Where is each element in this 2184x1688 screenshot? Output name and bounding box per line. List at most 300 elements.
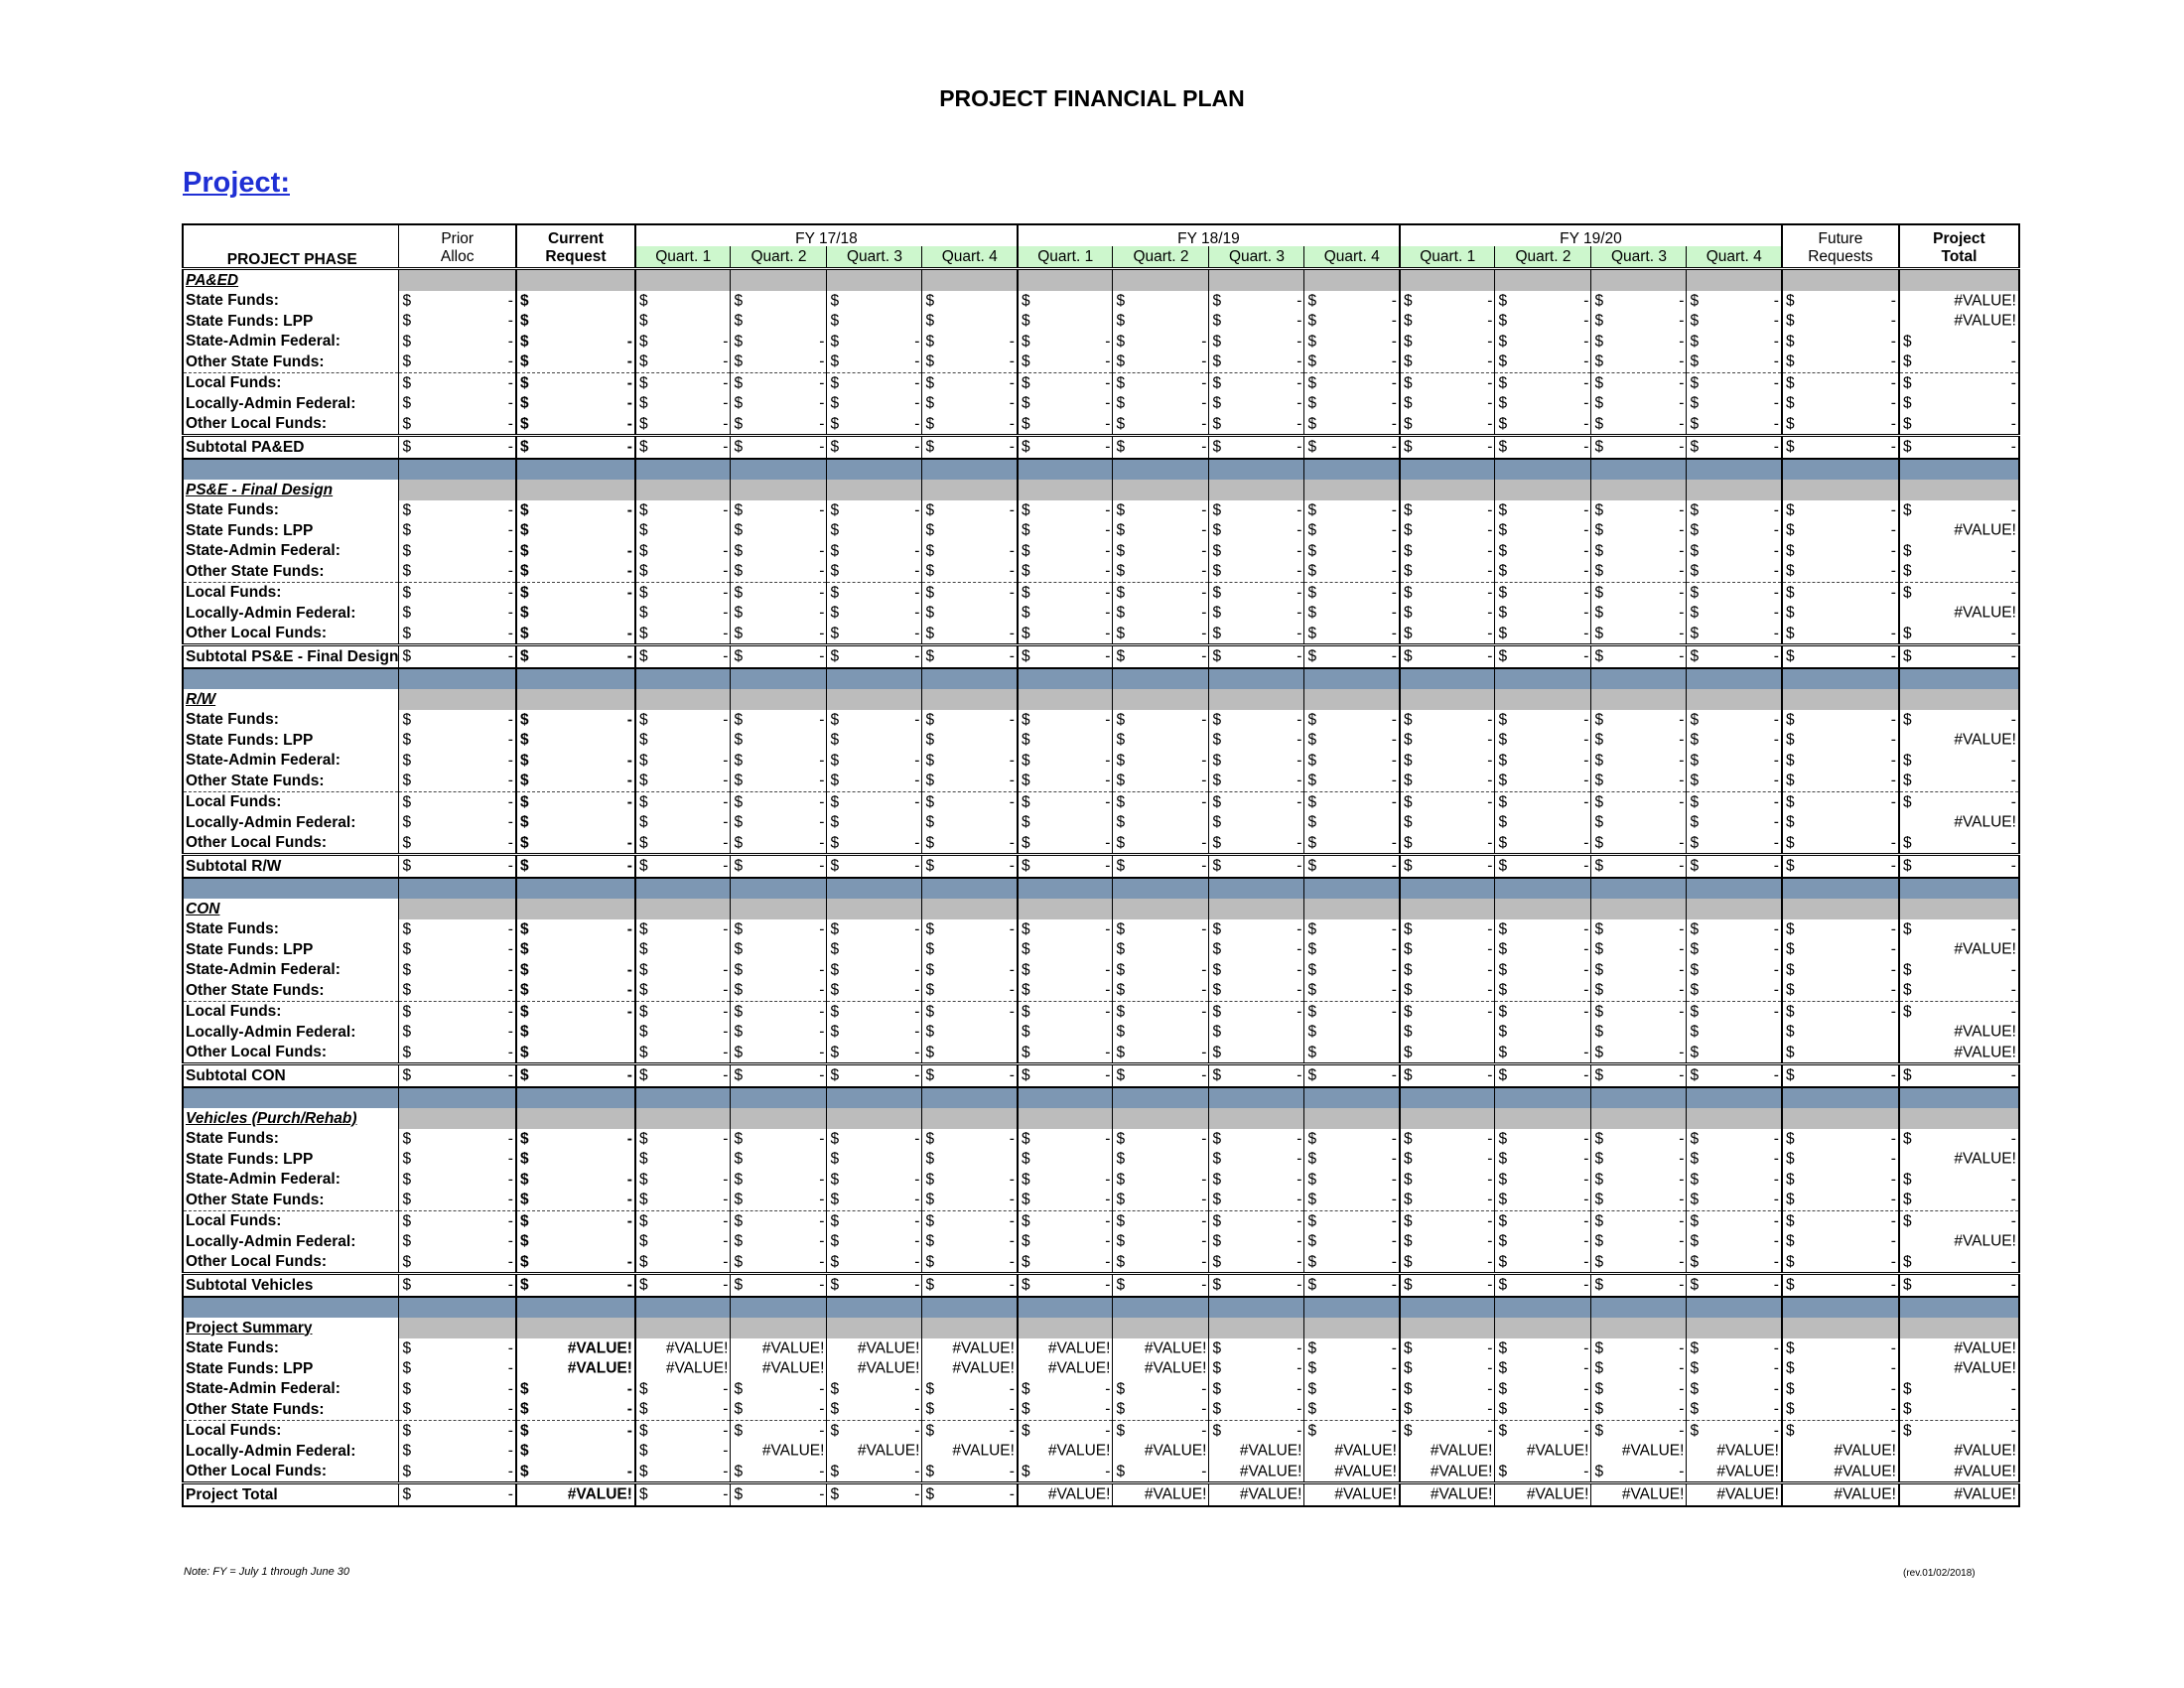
value-cell bbox=[1495, 1441, 1591, 1462]
value-cell bbox=[922, 1462, 1018, 1483]
amount: - bbox=[1890, 981, 1896, 999]
currency-symbol: $ bbox=[1403, 793, 1413, 810]
value-cell bbox=[1782, 1129, 1899, 1150]
amount: - bbox=[1583, 352, 1589, 370]
amount: - bbox=[2010, 1003, 2016, 1020]
amount: - bbox=[1679, 374, 1685, 391]
amount: - bbox=[1583, 711, 1589, 728]
currency-symbol: $ bbox=[1785, 1276, 1795, 1294]
amount: - bbox=[1105, 333, 1111, 350]
currency-symbol: $ bbox=[734, 292, 744, 309]
currency-symbol: $ bbox=[1785, 752, 1795, 769]
currency-symbol: $ bbox=[1594, 1130, 1604, 1147]
currency-symbol: $ bbox=[1307, 312, 1317, 330]
currency-symbol: $ bbox=[638, 438, 648, 456]
amount: - bbox=[1201, 1400, 1207, 1418]
separator-cell bbox=[1782, 1297, 1899, 1319]
currency-symbol: $ bbox=[1021, 1380, 1030, 1397]
currency-symbol: $ bbox=[402, 752, 412, 769]
amount: - bbox=[1890, 1130, 1896, 1147]
value-cell bbox=[516, 771, 635, 791]
amount: #VALUE! bbox=[1239, 1463, 1302, 1479]
value-cell bbox=[635, 291, 731, 312]
value-cell bbox=[922, 291, 1018, 312]
value-cell bbox=[399, 1274, 516, 1297]
currency-symbol: $ bbox=[1021, 292, 1030, 309]
value-cell bbox=[922, 500, 1018, 521]
currency-symbol: $ bbox=[925, 584, 935, 601]
separator-cell bbox=[516, 878, 635, 900]
separator-cell bbox=[1899, 459, 2019, 481]
amount: - bbox=[914, 1380, 920, 1397]
value-cell bbox=[1304, 939, 1400, 960]
value-cell bbox=[922, 1441, 1018, 1462]
amount: #VALUE! bbox=[1954, 1044, 2016, 1060]
amount: - bbox=[1487, 752, 1493, 769]
value-cell bbox=[1018, 939, 1113, 960]
currency-symbol: $ bbox=[1403, 374, 1413, 391]
amount: - bbox=[1009, 1066, 1015, 1084]
amount: - bbox=[1487, 1150, 1493, 1168]
currency-symbol: $ bbox=[1690, 1191, 1700, 1208]
table-row bbox=[183, 561, 2019, 582]
value-cell bbox=[635, 1064, 731, 1087]
project-label: Project: bbox=[183, 167, 290, 199]
amount: - bbox=[1583, 1253, 1589, 1270]
currency-symbol: $ bbox=[1594, 1191, 1604, 1208]
value-cell bbox=[399, 1001, 516, 1022]
value-cell bbox=[1899, 582, 2019, 603]
table-row bbox=[183, 603, 2019, 624]
value-cell bbox=[1400, 1379, 1495, 1400]
value-cell bbox=[1687, 603, 1782, 624]
currency-symbol: $ bbox=[402, 394, 412, 412]
value-cell bbox=[399, 393, 516, 414]
value-cell bbox=[922, 1129, 1018, 1150]
value-cell bbox=[1113, 603, 1209, 624]
value-cell bbox=[1782, 352, 1899, 372]
amount: - bbox=[507, 542, 513, 559]
currency-symbol: $ bbox=[1690, 1023, 1700, 1041]
value-cell bbox=[922, 939, 1018, 960]
value-cell bbox=[1304, 833, 1400, 855]
value-cell bbox=[922, 791, 1018, 812]
row-label: State Funds: bbox=[183, 710, 399, 731]
currency-symbol: $ bbox=[1785, 1191, 1795, 1208]
amount: - bbox=[507, 1044, 513, 1060]
value-cell bbox=[731, 1252, 827, 1274]
value-cell bbox=[1113, 1022, 1209, 1043]
amount: - bbox=[1487, 438, 1493, 456]
value-cell bbox=[1018, 311, 1113, 332]
value-cell bbox=[1400, 791, 1495, 812]
currency-symbol: $ bbox=[1116, 961, 1126, 978]
amount: - bbox=[914, 793, 920, 810]
amount: - bbox=[1201, 752, 1207, 769]
section-header-cell bbox=[1495, 1318, 1591, 1338]
table-row bbox=[183, 372, 2019, 393]
amount: - bbox=[1105, 647, 1111, 665]
amount: - bbox=[1583, 438, 1589, 456]
value-cell bbox=[1400, 311, 1495, 332]
amount: - bbox=[1487, 625, 1493, 641]
value-cell bbox=[1400, 1441, 1495, 1462]
amount: - bbox=[1679, 1044, 1685, 1060]
value-cell bbox=[1495, 1043, 1591, 1064]
value-cell bbox=[922, 603, 1018, 624]
value-cell bbox=[1400, 582, 1495, 603]
currency-symbol: $ bbox=[519, 1232, 529, 1250]
value-cell bbox=[399, 1483, 516, 1506]
amount: - bbox=[1487, 1232, 1493, 1250]
section-header-row bbox=[183, 689, 2019, 710]
currency-symbol: $ bbox=[1212, 1232, 1222, 1250]
section-header-cell bbox=[1782, 1108, 1899, 1129]
amount: - bbox=[1201, 352, 1207, 370]
amount: - bbox=[1679, 940, 1685, 958]
row-label: State-Admin Federal: bbox=[183, 541, 399, 562]
currency-symbol: $ bbox=[1498, 981, 1508, 999]
value-cell bbox=[1591, 393, 1687, 414]
value-cell bbox=[1687, 1462, 1782, 1483]
currency-symbol: $ bbox=[1116, 772, 1126, 789]
currency-symbol: $ bbox=[925, 1150, 935, 1168]
value-cell bbox=[1495, 352, 1591, 372]
currency-symbol: $ bbox=[1212, 1253, 1222, 1270]
value-cell bbox=[1304, 561, 1400, 582]
currency-symbol: $ bbox=[830, 1485, 840, 1503]
header-prior: Prior bbox=[399, 224, 516, 246]
currency-symbol: $ bbox=[1498, 857, 1508, 875]
currency-symbol: $ bbox=[1594, 731, 1604, 749]
currency-symbol: $ bbox=[519, 584, 529, 601]
value-cell bbox=[1591, 791, 1687, 812]
separator-cell bbox=[1209, 878, 1304, 900]
amount: - bbox=[1773, 1150, 1779, 1168]
amount: - bbox=[819, 1232, 825, 1250]
currency-symbol: $ bbox=[1307, 813, 1317, 831]
currency-symbol: $ bbox=[402, 415, 412, 432]
value-cell bbox=[1591, 603, 1687, 624]
value-cell bbox=[731, 372, 827, 393]
section-title: CON bbox=[183, 899, 399, 919]
separator-cell bbox=[1018, 878, 1113, 900]
currency-symbol: $ bbox=[925, 711, 935, 728]
value-cell bbox=[516, 603, 635, 624]
value-cell bbox=[635, 624, 731, 645]
value-cell bbox=[1304, 1231, 1400, 1252]
amount: - bbox=[1890, 1003, 1896, 1020]
amount: - bbox=[1391, 1171, 1397, 1188]
amount: - bbox=[1583, 920, 1589, 937]
amount: - bbox=[1487, 394, 1493, 412]
value-cell bbox=[1113, 730, 1209, 751]
value-cell bbox=[1018, 1064, 1113, 1087]
header-quarter: Quart. 3 bbox=[827, 246, 922, 269]
currency-symbol: $ bbox=[1307, 1232, 1317, 1250]
value-cell bbox=[516, 1462, 635, 1483]
value-cell bbox=[516, 1441, 635, 1462]
value-cell bbox=[1304, 520, 1400, 541]
amount: - bbox=[1890, 501, 1896, 518]
amount: - bbox=[1105, 961, 1111, 978]
amount: - bbox=[819, 981, 825, 999]
amount: - bbox=[914, 374, 920, 391]
table-row bbox=[183, 1420, 2019, 1441]
separator-cell bbox=[1899, 1087, 2019, 1109]
value-cell bbox=[1113, 1338, 1209, 1359]
value-cell bbox=[1209, 1338, 1304, 1359]
currency-symbol: $ bbox=[734, 940, 744, 958]
value-cell bbox=[399, 291, 516, 312]
value-cell bbox=[399, 311, 516, 332]
value-cell bbox=[1113, 645, 1209, 668]
currency-symbol: $ bbox=[638, 981, 648, 999]
amount: - bbox=[1487, 772, 1493, 789]
value-cell bbox=[731, 436, 827, 459]
currency-symbol: $ bbox=[830, 1171, 840, 1188]
amount: - bbox=[1201, 1253, 1207, 1270]
currency-symbol: $ bbox=[1785, 731, 1795, 749]
amount: - bbox=[723, 625, 729, 641]
section-title: R/W bbox=[183, 689, 399, 710]
currency-symbol: $ bbox=[925, 1003, 935, 1020]
value-cell bbox=[516, 582, 635, 603]
value-cell bbox=[1495, 1420, 1591, 1441]
section-header-cell bbox=[1018, 269, 1113, 291]
amount: - bbox=[1297, 438, 1302, 456]
currency-symbol: $ bbox=[638, 521, 648, 539]
currency-symbol: $ bbox=[402, 1359, 412, 1377]
value-cell bbox=[1113, 291, 1209, 312]
amount: - bbox=[1201, 1232, 1207, 1250]
amount: - bbox=[1487, 312, 1493, 330]
section-header-cell bbox=[635, 689, 731, 710]
amount: - bbox=[1105, 1463, 1111, 1479]
currency-symbol: $ bbox=[1212, 752, 1222, 769]
value-cell bbox=[1209, 1274, 1304, 1297]
currency-symbol: $ bbox=[1902, 1130, 1912, 1147]
value-cell bbox=[1304, 372, 1400, 393]
currency-symbol: $ bbox=[734, 752, 744, 769]
amount: - bbox=[1105, 1130, 1111, 1147]
currency-symbol: $ bbox=[1403, 1044, 1413, 1060]
table-row bbox=[183, 1170, 2019, 1191]
separator-cell bbox=[516, 1087, 635, 1109]
separator-cell bbox=[731, 1297, 827, 1319]
currency-symbol: $ bbox=[1690, 1150, 1700, 1168]
value-cell bbox=[1495, 372, 1591, 393]
value-cell bbox=[1209, 541, 1304, 562]
currency-symbol: $ bbox=[734, 1066, 744, 1084]
subtotal-label: Subtotal PA&ED bbox=[183, 436, 399, 459]
amount: - bbox=[2010, 1400, 2016, 1418]
amount: - bbox=[1105, 1232, 1111, 1250]
section-separator bbox=[183, 1297, 2019, 1319]
header-alloc: Alloc bbox=[399, 246, 516, 269]
currency-symbol: $ bbox=[1212, 1380, 1222, 1397]
value-cell bbox=[922, 1001, 1018, 1022]
currency-symbol: $ bbox=[1212, 940, 1222, 958]
section-header-cell bbox=[1495, 689, 1591, 710]
value-cell bbox=[1209, 710, 1304, 731]
amount: - bbox=[1487, 920, 1493, 937]
currency-symbol: $ bbox=[1902, 501, 1912, 518]
subtotal-label: Subtotal CON bbox=[183, 1064, 399, 1087]
header-phase-blank bbox=[183, 224, 399, 246]
currency-symbol: $ bbox=[519, 1003, 529, 1020]
amount: - bbox=[2010, 1253, 2016, 1270]
amount: #VALUE! bbox=[1716, 1442, 1779, 1460]
value-cell bbox=[1209, 624, 1304, 645]
currency-symbol: $ bbox=[734, 1150, 744, 1168]
value-cell bbox=[516, 751, 635, 772]
currency-symbol: $ bbox=[1403, 731, 1413, 749]
currency-symbol: $ bbox=[1212, 584, 1222, 601]
value-cell bbox=[922, 1022, 1018, 1043]
section-header-cell bbox=[1495, 899, 1591, 919]
value-cell bbox=[1209, 1129, 1304, 1150]
section-header-cell bbox=[635, 899, 731, 919]
value-cell bbox=[731, 791, 827, 812]
value-cell bbox=[1782, 1483, 1899, 1506]
amount: - bbox=[1890, 292, 1896, 309]
currency-symbol: $ bbox=[734, 793, 744, 810]
amount: - bbox=[1201, 1422, 1207, 1439]
amount: #VALUE! bbox=[952, 1359, 1015, 1377]
value-cell bbox=[1113, 855, 1209, 878]
value-cell bbox=[1899, 1483, 2019, 1506]
currency-symbol: $ bbox=[1116, 562, 1126, 580]
value-cell bbox=[635, 1043, 731, 1064]
value-cell bbox=[635, 919, 731, 940]
value-cell bbox=[731, 582, 827, 603]
currency-symbol: $ bbox=[519, 711, 529, 728]
value-cell bbox=[827, 771, 922, 791]
amount: #VALUE! bbox=[665, 1339, 729, 1356]
currency-symbol: $ bbox=[830, 961, 840, 978]
amount: - bbox=[914, 711, 920, 728]
currency-symbol: $ bbox=[402, 1232, 412, 1250]
amount: - bbox=[914, 1232, 920, 1250]
value-cell bbox=[1899, 1129, 2019, 1150]
value-cell bbox=[1782, 812, 1899, 833]
value-cell bbox=[1782, 436, 1899, 459]
currency-symbol: $ bbox=[830, 1191, 840, 1208]
amount: - bbox=[819, 394, 825, 412]
currency-symbol: $ bbox=[830, 1253, 840, 1270]
value-cell bbox=[1495, 1338, 1591, 1359]
separator-cell bbox=[516, 668, 635, 690]
value-cell bbox=[399, 855, 516, 878]
currency-symbol: $ bbox=[1902, 1191, 1912, 1208]
currency-symbol: $ bbox=[1498, 1380, 1508, 1397]
value-cell bbox=[731, 311, 827, 332]
amount: - bbox=[1201, 438, 1207, 456]
amount: - bbox=[914, 1253, 920, 1270]
value-cell bbox=[1591, 939, 1687, 960]
amount: - bbox=[1009, 1485, 1015, 1503]
value-cell bbox=[1018, 1462, 1113, 1483]
currency-symbol: $ bbox=[830, 352, 840, 370]
amount: - bbox=[723, 1253, 729, 1270]
currency-symbol: $ bbox=[1212, 625, 1222, 641]
currency-symbol: $ bbox=[1403, 1130, 1413, 1147]
header-requests: Requests bbox=[1782, 246, 1899, 269]
value-cell bbox=[827, 520, 922, 541]
currency-symbol: $ bbox=[830, 521, 840, 539]
value-cell bbox=[1113, 436, 1209, 459]
value-cell bbox=[1113, 751, 1209, 772]
amount: - bbox=[1009, 981, 1015, 999]
currency-symbol: $ bbox=[1307, 292, 1317, 309]
currency-symbol: $ bbox=[1212, 394, 1222, 412]
currency-symbol: $ bbox=[1307, 834, 1317, 851]
amount: - bbox=[1391, 1380, 1397, 1397]
value-cell bbox=[1018, 541, 1113, 562]
currency-symbol: $ bbox=[519, 981, 529, 999]
value-cell bbox=[1209, 311, 1304, 332]
value-cell bbox=[635, 1231, 731, 1252]
amount: - bbox=[914, 1422, 920, 1439]
currency-symbol: $ bbox=[1212, 1191, 1222, 1208]
currency-symbol: $ bbox=[1212, 857, 1222, 875]
currency-symbol: $ bbox=[638, 333, 648, 350]
currency-symbol: $ bbox=[638, 1150, 648, 1168]
value-cell bbox=[1495, 855, 1591, 878]
table-row bbox=[183, 332, 2019, 352]
header-fy-1718: FY 17/18 bbox=[635, 224, 1018, 246]
amount: #VALUE! bbox=[1047, 1485, 1111, 1503]
currency-symbol: $ bbox=[1021, 731, 1030, 749]
currency-symbol: $ bbox=[1021, 793, 1030, 810]
value-cell bbox=[922, 541, 1018, 562]
currency-symbol: $ bbox=[925, 834, 935, 851]
amount: - bbox=[914, 920, 920, 937]
separator-cell bbox=[1495, 459, 1591, 481]
section-header-cell bbox=[827, 269, 922, 291]
value-cell bbox=[731, 1274, 827, 1297]
amount: - bbox=[1773, 647, 1779, 665]
currency-symbol: $ bbox=[734, 1276, 744, 1294]
value-cell bbox=[516, 730, 635, 751]
amount: - bbox=[1391, 312, 1397, 330]
value-cell bbox=[1591, 436, 1687, 459]
currency-symbol: $ bbox=[925, 981, 935, 999]
amount: - bbox=[1487, 1276, 1493, 1294]
value-cell bbox=[1899, 960, 2019, 981]
currency-symbol: $ bbox=[1902, 1253, 1912, 1270]
value-cell bbox=[1782, 603, 1899, 624]
value-cell bbox=[1687, 1149, 1782, 1170]
value-cell bbox=[1209, 1190, 1304, 1210]
value-cell bbox=[1400, 1338, 1495, 1359]
value-cell bbox=[922, 311, 1018, 332]
currency-symbol: $ bbox=[1690, 1171, 1700, 1188]
value-cell bbox=[1687, 1379, 1782, 1400]
currency-symbol: $ bbox=[734, 333, 744, 350]
amount: - bbox=[2010, 374, 2016, 391]
currency-symbol: $ bbox=[1116, 1003, 1126, 1020]
currency-symbol: $ bbox=[1498, 584, 1508, 601]
amount: - bbox=[723, 1276, 729, 1294]
fy-note: Note: FY = July 1 through June 30 bbox=[184, 1566, 350, 1578]
amount: - bbox=[1890, 731, 1896, 749]
amount: - bbox=[626, 625, 632, 641]
value-cell bbox=[731, 352, 827, 372]
currency-symbol: $ bbox=[1498, 1191, 1508, 1208]
amount: - bbox=[507, 647, 513, 665]
